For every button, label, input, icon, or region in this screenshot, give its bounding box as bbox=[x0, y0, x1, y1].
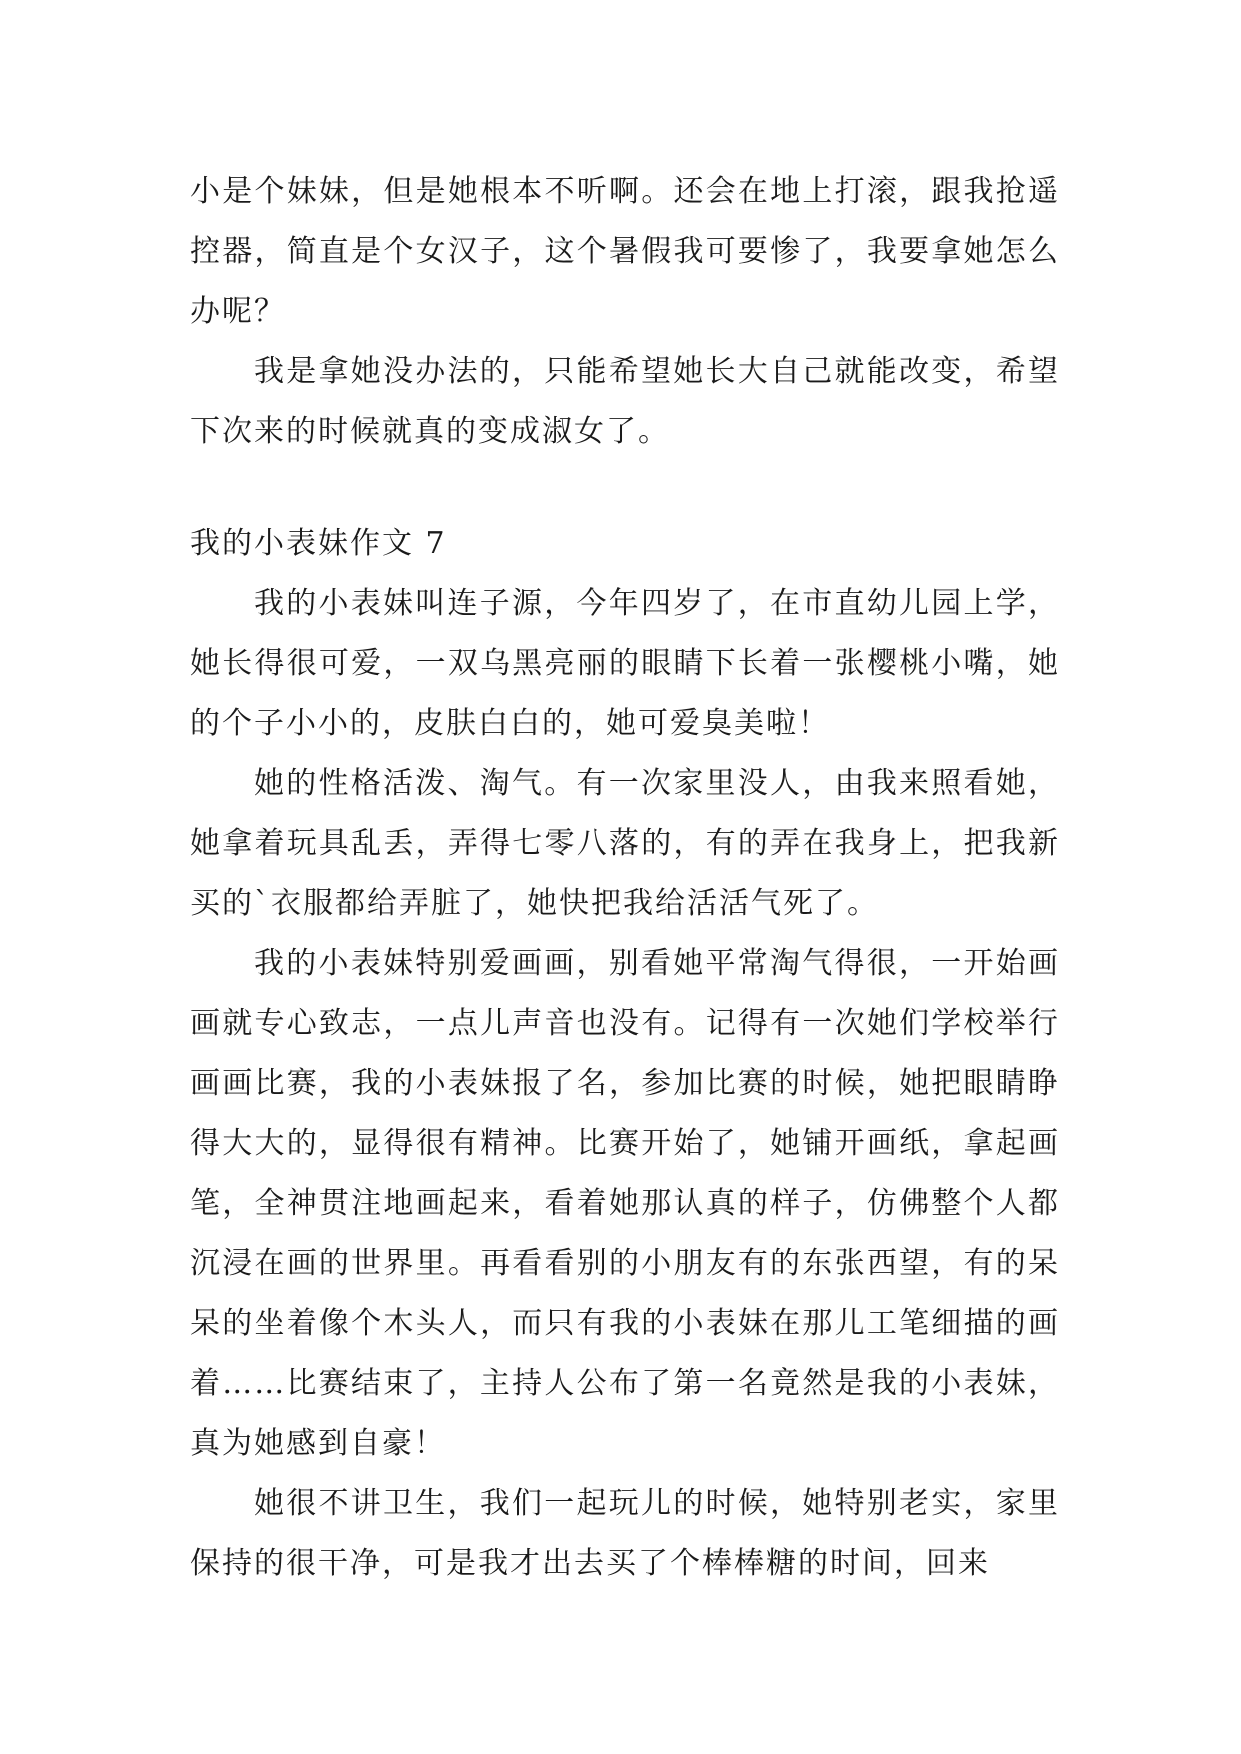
paragraph: 我是拿她没办法的，只能希望她长大自己就能改变，希望下次来的时候就真的变成淑女了。 bbox=[190, 354, 1060, 449]
section-title: 我的小表妹作文 7 bbox=[190, 526, 447, 561]
paragraph: 她很不讲卫生，我们一起玩儿的时候，她特别老实，家里保持的很干净，可是我才出去买了个棒棒糖的时间，回来 bbox=[190, 1486, 1060, 1581]
paragraph: 我的小表妹特别爱画画，别看她平常淘气得很，一开始画画就专心致志，一点儿声音也没有。记得有一次她们学校举行画画比赛，我的小表妹报了名，参加比赛的时候，她把眼睛睁得大大的，显得很有精神。比赛开始了，她铺开画纸，拿起画笔，全神贯注地画起来，看着她那认真的样子，仿佛整个人都沉浸在画的世界里。再看看别的小朋友有的东张西望，有的呆呆的坐着像个木头人，而只有我的小表妹在那儿工笔细描的画着……比赛结束了，主持人公布了第一名竟然是我的小表妹，真为她感到自豪！ bbox=[190, 946, 1060, 1461]
paragraph: 她的性格活泼、淘气。有一次家里没人，由我来照看她，她拿着玩具乱丢，弄得七零八落的，有的弄在我身上，把我新买的`衣服都给弄脏了，她快把我给活活气死了。 bbox=[190, 766, 1060, 921]
document-body bbox=[190, 162, 1060, 1594]
paragraph: 小是个妹妹，但是她根本不听啊。还会在地上打滚，跟我抢遥控器，简直是个女汉子，这个暑假我可要惨了，我要拿她怎么办呢？ bbox=[190, 174, 1060, 329]
paragraph: 我的小表妹叫连子源，今年四岁了，在市直幼儿园上学，她长得很可爱，一双乌黑亮丽的眼睛下长着一张樱桃小嘴，她的个子小小的，皮肤白白的，她可爱臭美啦！ bbox=[190, 586, 1060, 741]
